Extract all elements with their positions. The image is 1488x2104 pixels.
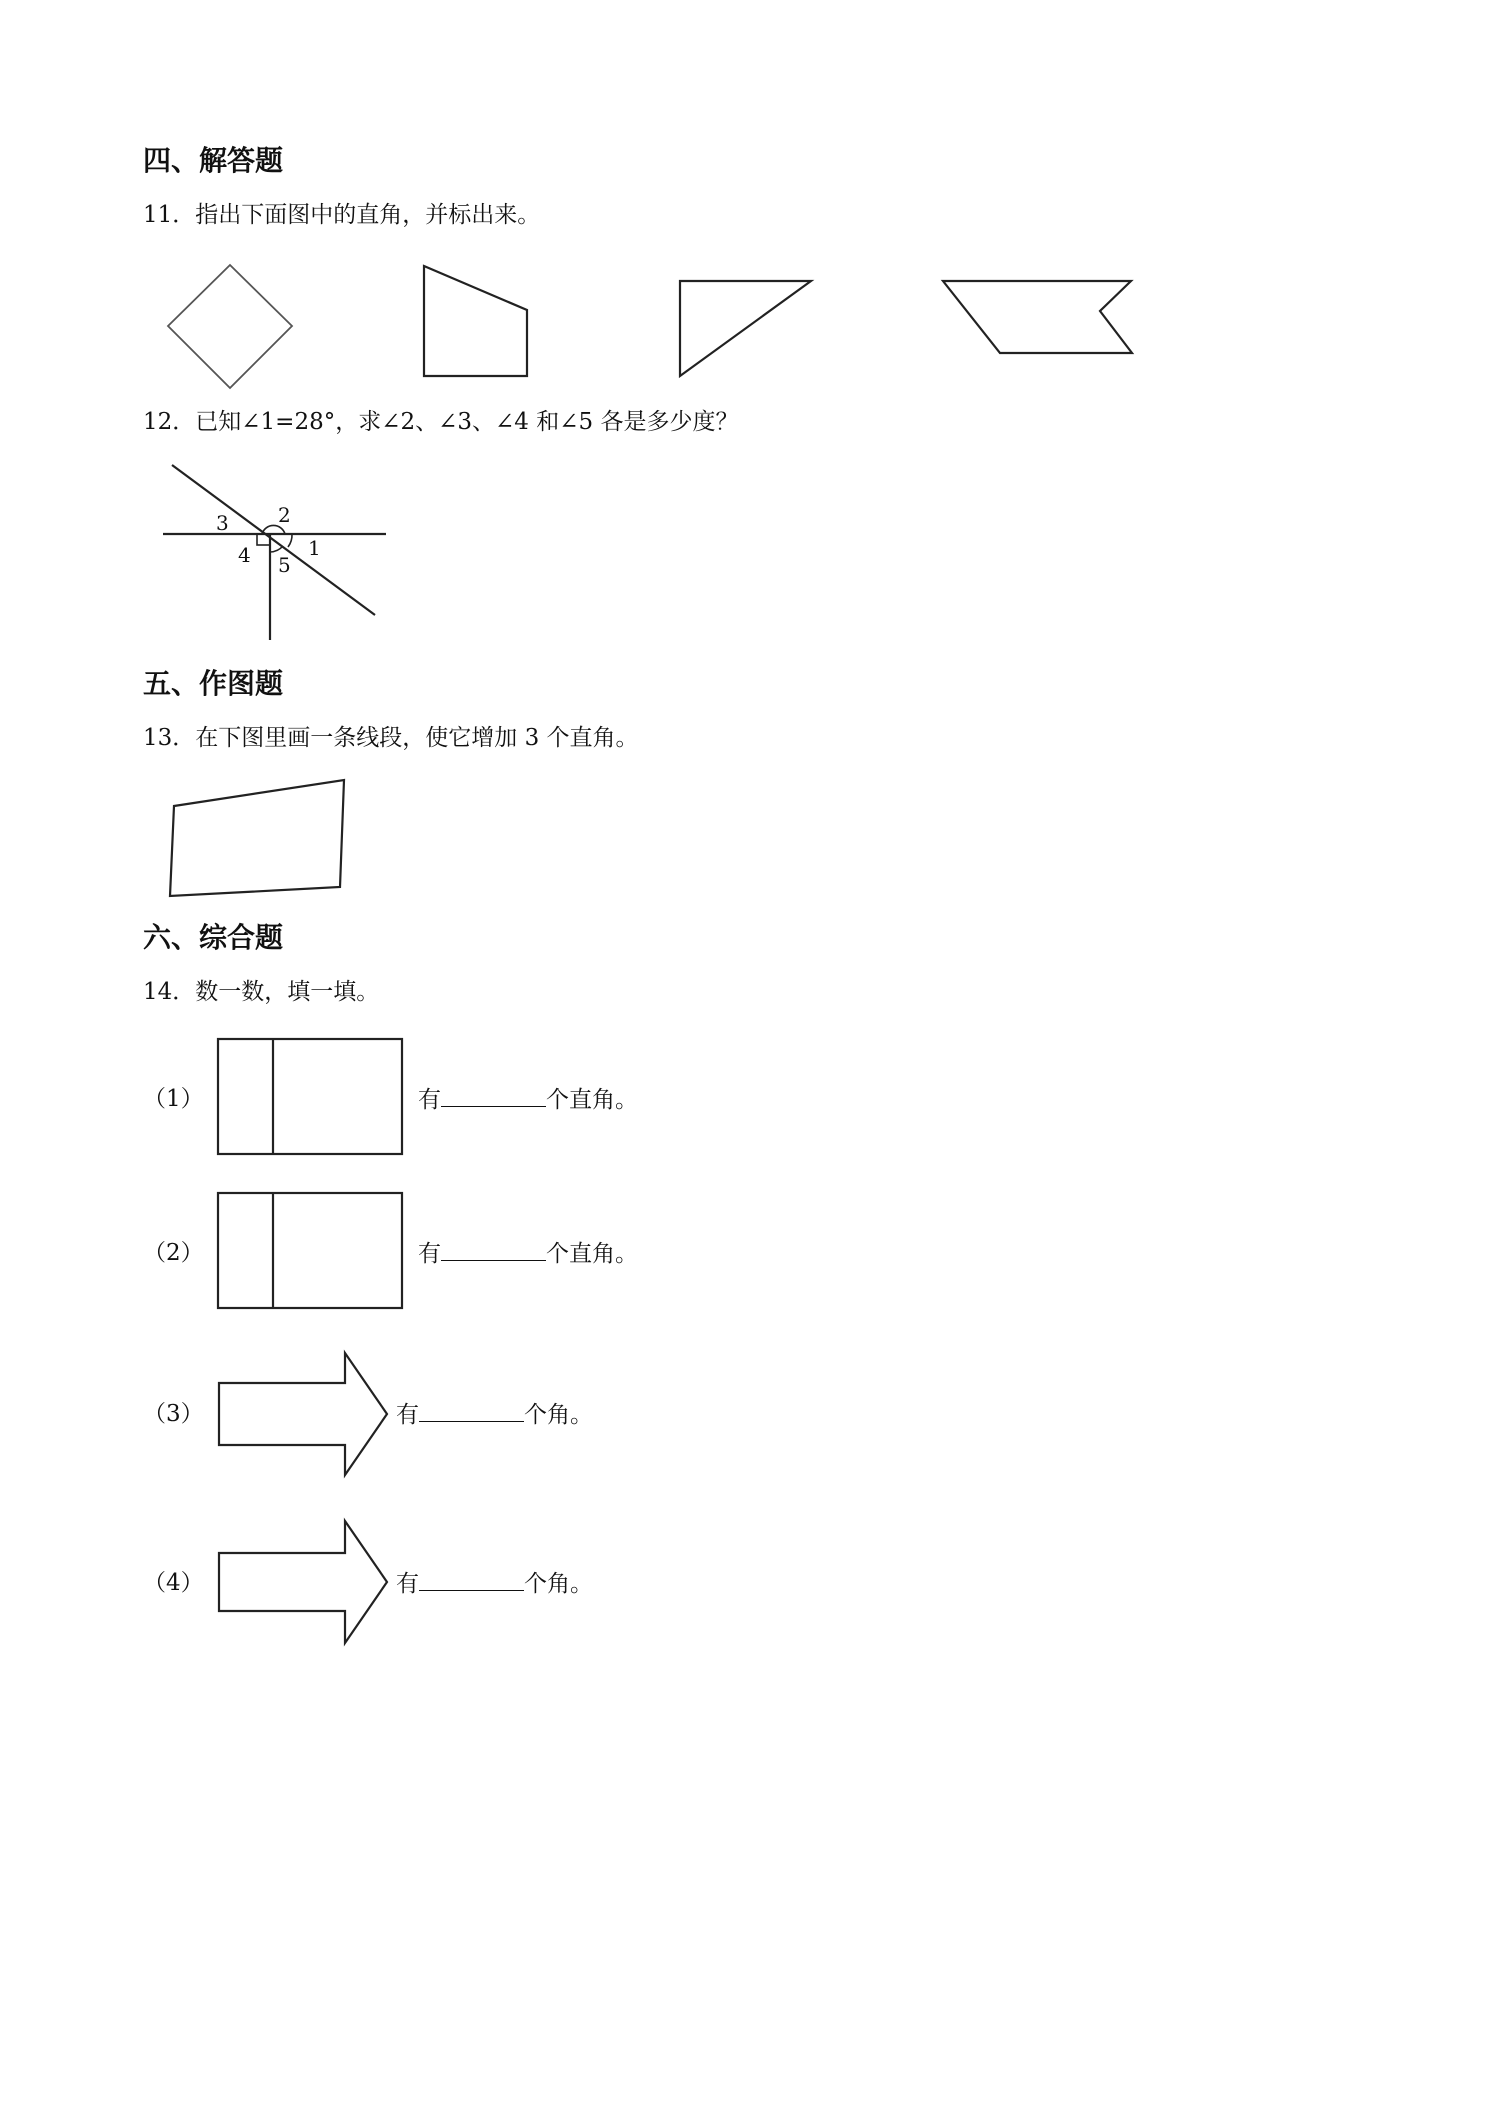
section-heading-6: 六、综合题	[143, 921, 284, 954]
q14-item-3-number: （3）	[143, 1401, 204, 1427]
q14-figure-1-rect	[218, 1039, 402, 1154]
q14-item-2-answer	[418, 1238, 638, 1269]
q12-angle-label-2: 2	[278, 503, 291, 527]
q14-item-2-suffix: 个直角。	[546, 1241, 638, 1267]
q14-item-1-prefix: 有	[418, 1087, 441, 1113]
q14-item-3-suffix: 个角。	[524, 1402, 593, 1428]
q14-figure-3-arrow	[219, 1353, 387, 1475]
question-14-text: 14．数一数，填一填。	[143, 979, 380, 1005]
question-13-text: 13．在下图里画一条线段，使它增加 3 个直角。	[143, 725, 639, 751]
q14-item-1-suffix: 个直角。	[546, 1087, 638, 1113]
q14-item-4-answer	[396, 1568, 593, 1599]
q14-item-2-number: （2）	[143, 1240, 204, 1266]
q14-item-4-suffix: 个角。	[524, 1571, 593, 1597]
q12-angle-label-3: 3	[216, 511, 229, 535]
question-12-text: 12．已知∠1=28°，求∠2、∠3、∠4 和∠5 各是多少度？	[143, 409, 739, 435]
q14-item-2-blank[interactable]	[441, 1238, 546, 1261]
q14-item-2-prefix: 有	[418, 1241, 441, 1267]
section-heading-5: 五、作图题	[143, 667, 284, 700]
q14-item-3-prefix: 有	[396, 1402, 419, 1428]
q14-figure-4-arrow	[219, 1521, 387, 1643]
q12-angle-label-4: 4	[238, 543, 251, 567]
q14-item-1-number: （1）	[143, 1086, 204, 1112]
q14-item-4-prefix: 有	[396, 1571, 419, 1597]
q14-item-1-blank[interactable]	[441, 1084, 546, 1107]
q14-item-1-answer	[418, 1084, 638, 1115]
q12-angle-label-5: 5	[278, 553, 291, 577]
q14-figure-2-rect	[218, 1193, 402, 1308]
q14-item-3-answer	[396, 1399, 593, 1430]
q14-item-4-blank[interactable]	[419, 1568, 524, 1591]
q12-angle-label-1: 1	[308, 536, 321, 560]
q14-item-3-blank[interactable]	[419, 1399, 524, 1422]
q14-item-4-number: （4）	[143, 1570, 204, 1596]
question-11-text: 11．指出下面图中的直角，并标出来。	[143, 202, 541, 228]
section-heading-4: 四、解答题	[143, 144, 284, 177]
